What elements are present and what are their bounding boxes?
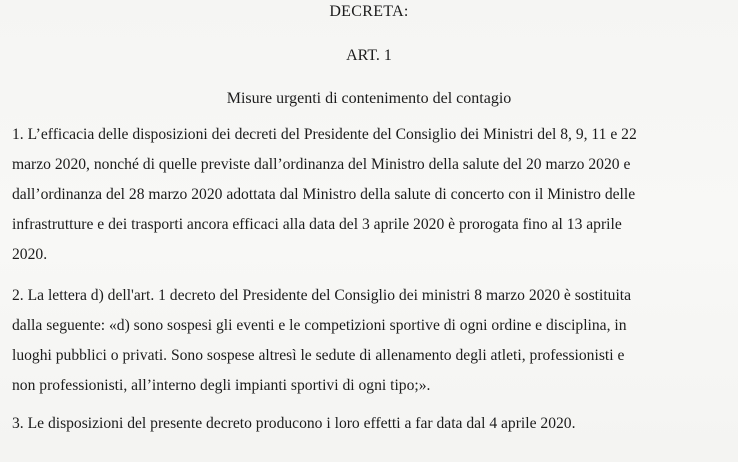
paragraph-line: dalla seguente: «d) sono sospesi gli eventi e le competizioni sportive di ogni ordine e disciplina, in	[12, 317, 627, 334]
paragraph-line: marzo 2020, nonché di quelle previste dall’ordinanza del Ministro della salute del 20 marzo 2020 e	[12, 156, 631, 173]
paragraph-line: 1. L’efficacia delle disposizioni dei decreti del Presidente del Consiglio dei Ministri del 8, 9, 11 e 22	[12, 126, 637, 143]
decree-heading: DECRETA:	[329, 3, 409, 20]
paragraph-1	[12, 120, 702, 270]
paragraph-3	[12, 409, 702, 439]
article-title: Misure urgenti di contenimento del contagio	[226, 90, 512, 107]
paragraph-line: non professionisti, all’interno degli impianti sportivi di ogni tipo;».	[12, 377, 431, 394]
article-number: ART. 1	[346, 47, 392, 64]
paragraph-line: 3. Le disposizioni del presente decreto producono i loro effetti a far data dal 4 aprile 2020.	[12, 415, 576, 432]
paragraph-line: 2. La lettera d) dell'art. 1 decreto del Presidente del Consiglio dei ministri 8 marzo 2020 è sostituita	[12, 287, 632, 304]
paragraph-line: infrastrutture e dei trasporti ancora efficaci alla data del 3 aprile 2020 è prorogata fino al 13 aprile	[12, 216, 622, 233]
paragraph-line: luoghi pubblici o privati. Sono sospese altresì le sedute di allenamento degli atleti, professionisti e	[12, 347, 625, 364]
paragraph-line: dall’ordinanza del 28 marzo 2020 adottata dal Ministro della salute di concerto con il Ministro delle	[12, 186, 636, 203]
paragraph-2	[12, 281, 702, 401]
paragraph-line: 2020.	[12, 246, 48, 263]
